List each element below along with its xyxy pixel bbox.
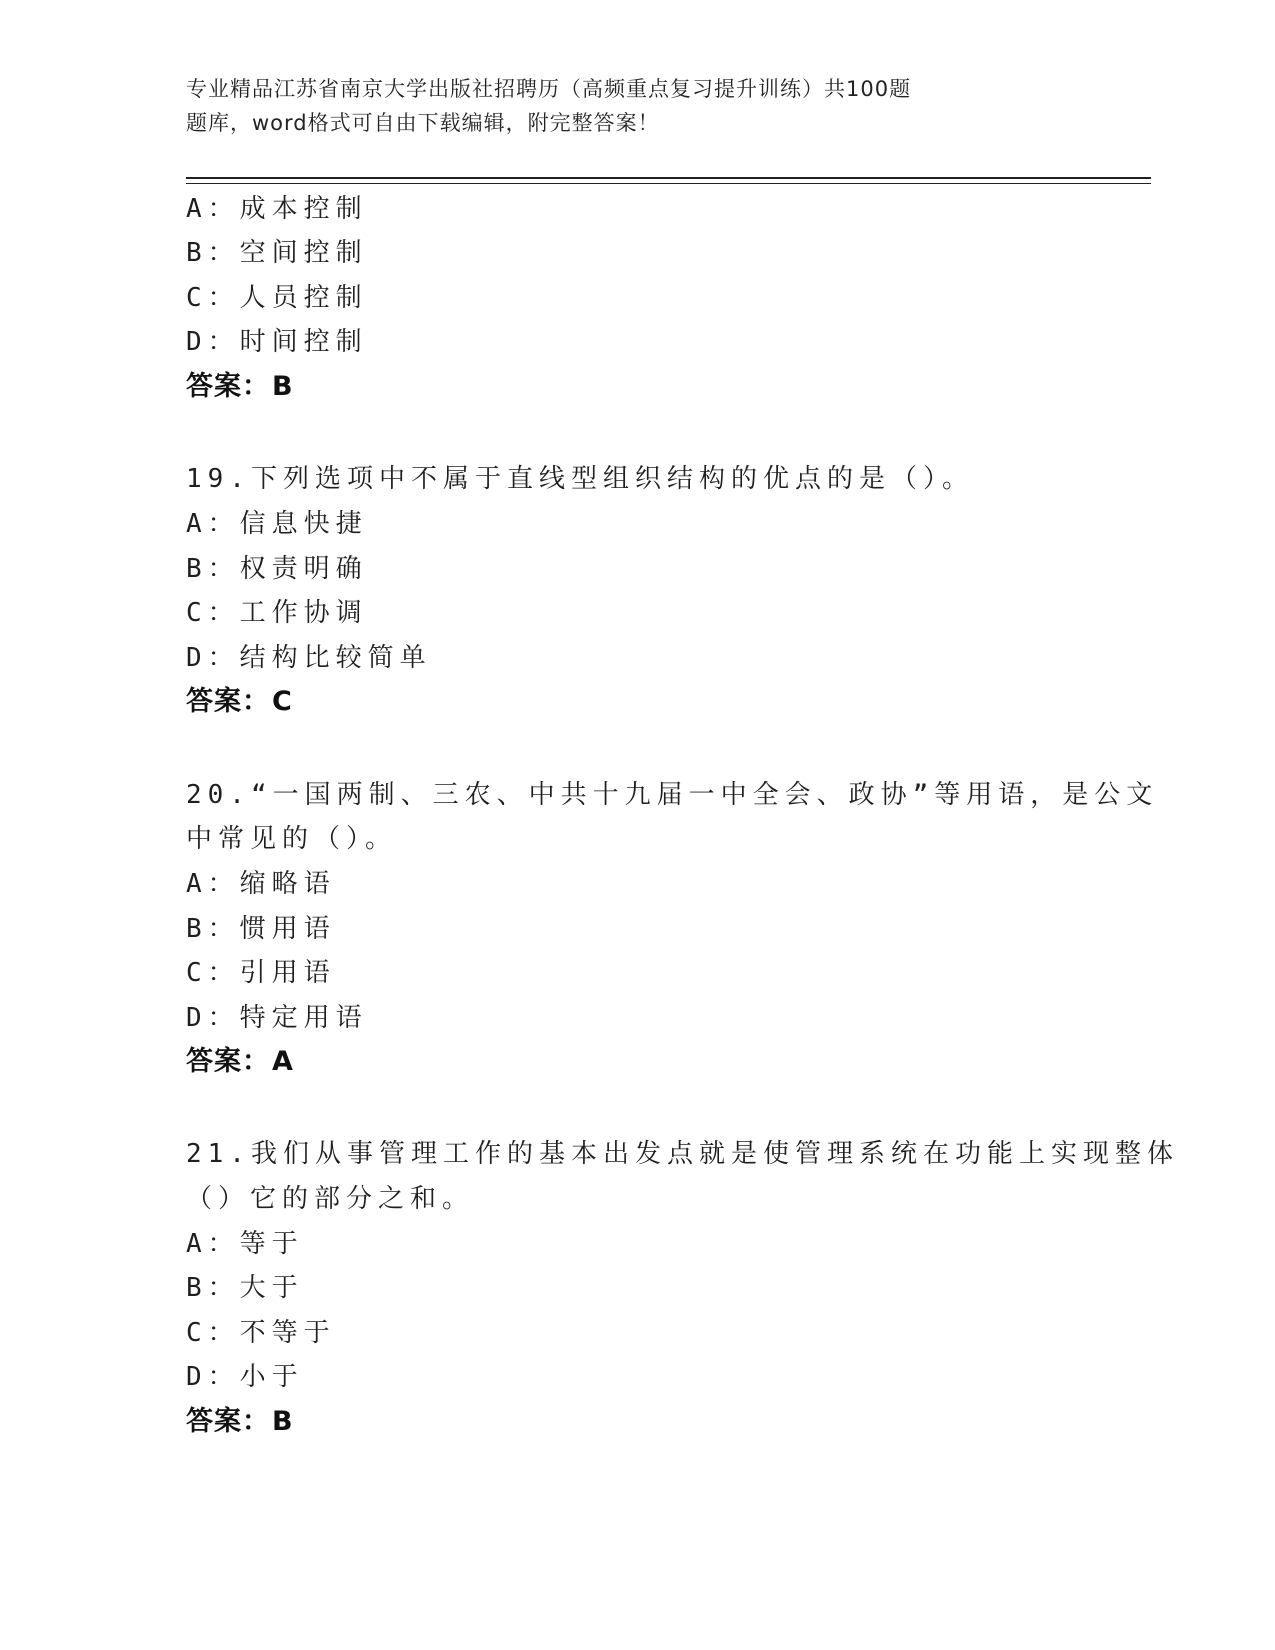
q20-option-b: B：惯用语 [186,914,336,944]
q21-option-b: B：大于 [186,1273,304,1303]
q20-option-c: C：引用语 [186,958,336,988]
q19-option-b: B：权责明确 [186,554,368,584]
header-line-1: 专业精品江苏省南京大学出版社招聘历（高频重点复习提升训练）共100题 [186,77,912,101]
answer-label: 答案： [186,1406,270,1437]
q18-option-a: A：成本控制 [186,194,368,224]
q21-option-d: D：小于 [186,1362,304,1392]
q20-stem-line-1: 20.“一国两制、三农、中共十九届一中全会、政协”等用语，是公文 [186,780,1159,810]
answer-value: A [272,1046,294,1077]
q19-answer [186,685,293,719]
q21-answer [186,1405,294,1439]
header-line-2: 题库，word格式可自由下载编辑，附完整答案！ [186,111,660,135]
q20-answer [186,1045,294,1079]
q20-stem-line-2: 中常见的（）。 [186,824,398,854]
q21-stem-line-2: （）它的部分之和。 [186,1184,475,1214]
q20-option-a: A：缩略语 [186,869,336,899]
answer-value: B [272,371,294,402]
q19-option-c: C：工作协调 [186,598,368,628]
q19-option-d: D：结构比较简单 [186,643,432,673]
answer-value: B [272,1406,294,1437]
header-rule-thin [186,183,1151,184]
q21-option-a: A：等于 [186,1229,304,1259]
q21-stem-line-1: 21.我们从事管理工作的基本出发点就是使管理系统在功能上实现整体 [186,1139,1179,1169]
answer-label: 答案： [186,686,270,717]
q18-option-d: D：时间控制 [186,327,368,357]
answer-label: 答案： [186,371,270,402]
q21-option-c: C：不等于 [186,1318,336,1348]
q18-option-c: C：人员控制 [186,283,368,313]
q20-option-d: D：特定用语 [186,1003,368,1033]
document-header [186,72,1026,140]
answer-value: C [272,686,293,717]
header-rule-thick [186,177,1151,179]
answer-label: 答案： [186,1046,270,1077]
q18-option-b: B：空间控制 [186,238,368,268]
q19-option-a: A：信息快捷 [186,509,368,539]
q19-stem: 19.下列选项中不属于直线型组织结构的优点的是（）。 [186,464,974,494]
q18-answer [186,370,294,404]
